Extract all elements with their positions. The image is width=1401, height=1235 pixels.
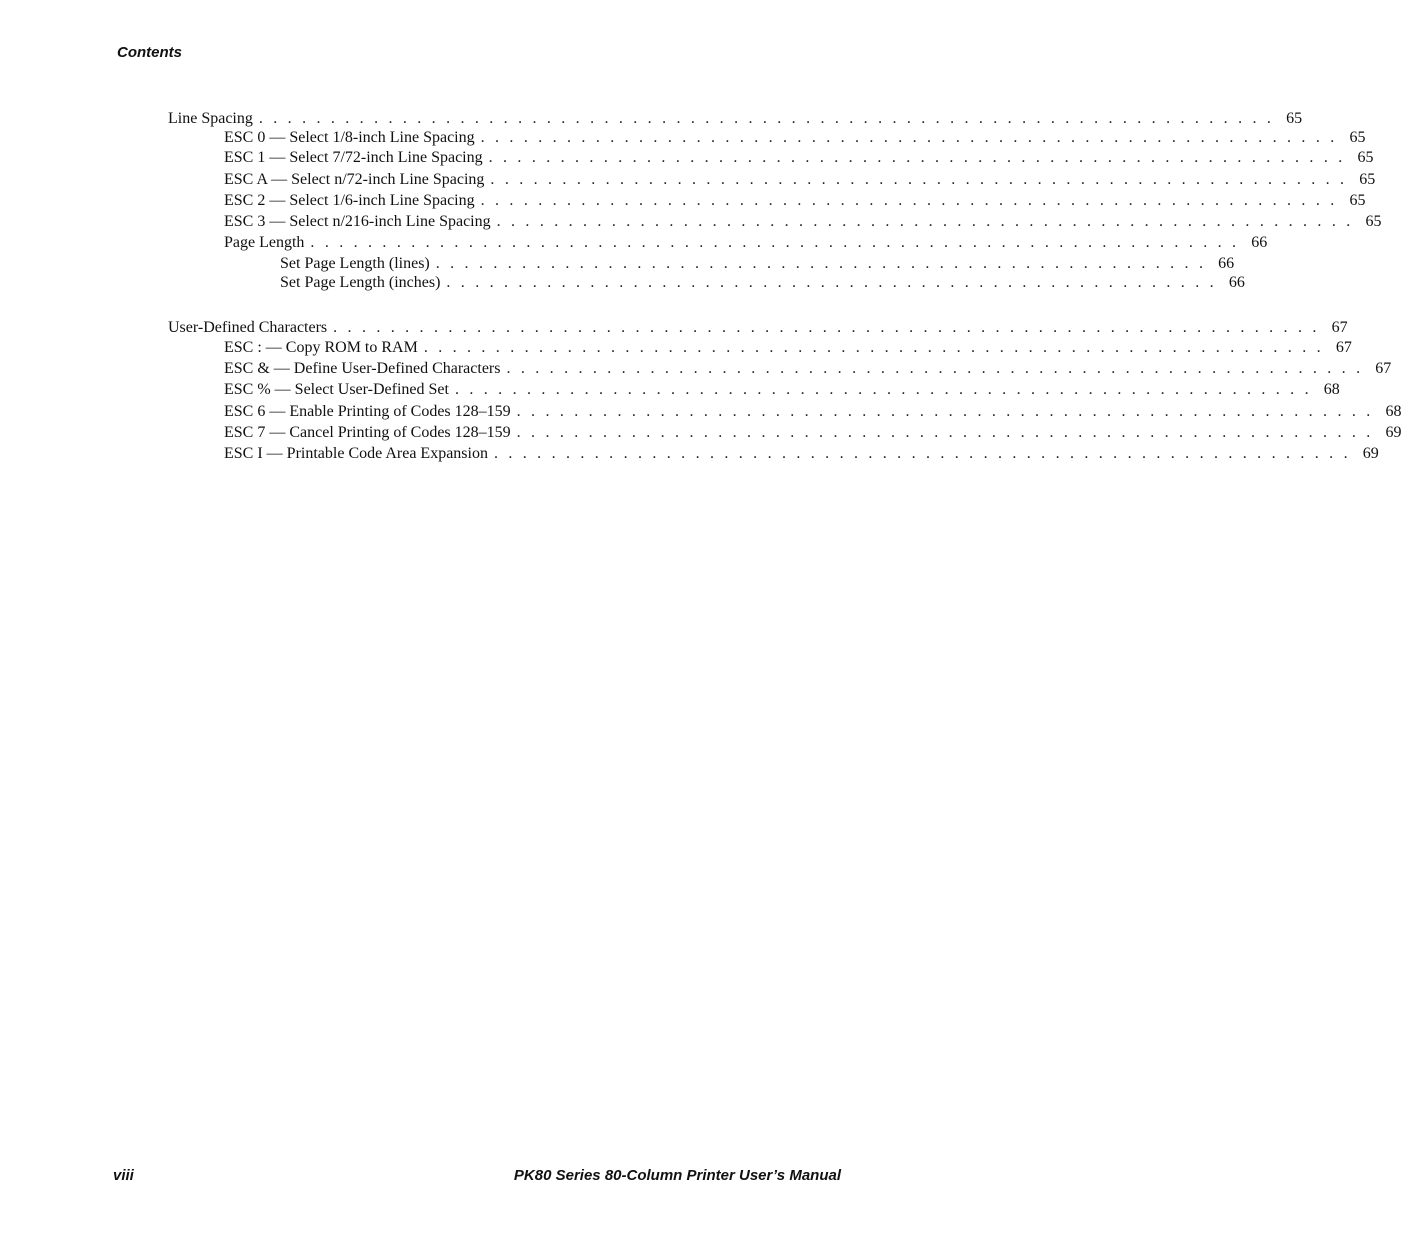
dot-leader: . . . . . . . . . . . . . . . . . . . . . . . . . . . . . . . . . . . . . . . . . . . . . . . . . . . . . . . . . . . . [490, 171, 1348, 188]
footer-page-number: viii [113, 1167, 134, 1184]
toc-entry-title: ESC 2 — Select 1/6-inch Line Spacing [224, 192, 475, 209]
toc-entry-esc-percent[interactable] [224, 381, 1340, 401]
toc-entry-esc-ampersand[interactable] [224, 360, 1392, 380]
toc-entry-title: ESC A — Select n/72-inch Line Spacing [224, 171, 485, 188]
toc-entry-title: ESC I — Printable Code Area Expansion [224, 445, 488, 462]
dot-leader: . . . . . . . . . . . . . . . . . . . . . . . . . . . . . . . . . . . . . . . . . . . . . . . . . . . . . . . . . . . . [454, 381, 1312, 398]
dot-leader: . . . . . . . . . . . . . . . . . . . . . . . . . . . . . . . . . . . . . . . . . . . . . . . . . . . . . . . . . . . . [496, 213, 1354, 230]
toc-entry-title: ESC 0 — Select 1/8-inch Line Spacing [224, 129, 475, 146]
toc-page-number: 67 [1335, 339, 1352, 356]
dot-leader: . . . . . . . . . . . . . . . . . . . . . . . . . . . . . . . . . . . . . . . . . . . . . . . . . . . . . . . . . . . . . . . . . . . . . . . [258, 110, 1275, 127]
dot-leader: . . . . . . . . . . . . . . . . . . . . . . . . . . . . . . . . . . . . . . . . . . . . . . . . . . . . . . . . . . . . [488, 149, 1346, 166]
dot-leader: . . . . . . . . . . . . . . . . . . . . . . . . . . . . . . . . . . . . . . . . . . . . . . . . . . . . . . . . . . . . [516, 403, 1374, 420]
toc-page-number: 66 [1218, 255, 1235, 272]
running-header: Contents [117, 44, 182, 61]
dot-leader: . . . . . . . . . . . . . . . . . . . . . . . . . . . . . . . . . . . . . . . . . . . . . . . . . . . . . . . . . . . . [480, 129, 1338, 146]
toc-entry-esc-1[interactable] [224, 149, 1374, 169]
toc-entry-esc-2[interactable] [224, 192, 1366, 212]
toc-page-number: 66 [1251, 234, 1268, 251]
toc-entry-line-spacing[interactable] [168, 110, 1303, 130]
toc-entry-esc-colon[interactable] [224, 339, 1352, 359]
dot-leader: . . . . . . . . . . . . . . . . . . . . . . . . . . . . . . . . . . . . . . . . . . . . . . . . . . . . . . . . . . . . . . . . . . . . . [333, 319, 1320, 336]
dot-leader: . . . . . . . . . . . . . . . . . . . . . . . . . . . . . . . . . . . . . . . . . . . . . . . . . . . . . . . . . . . . [516, 424, 1374, 441]
toc-entry-title: ESC 3 — Select n/216-inch Line Spacing [224, 213, 491, 230]
toc-entry-title: Set Page Length (lines) [280, 255, 430, 272]
dot-leader: . . . . . . . . . . . . . . . . . . . . . . . . . . . . . . . . . . . . . . . . . . . . . . . . . . . . . . . . . . . . [506, 360, 1364, 377]
toc-entry-title: ESC 6 — Enable Printing of Codes 128–159 [224, 403, 511, 420]
toc-entry-title: Page Length [224, 234, 305, 251]
toc-entry-set-page-length-lines[interactable] [280, 255, 1235, 275]
toc-page-number: 65 [1286, 110, 1303, 127]
dot-leader: . . . . . . . . . . . . . . . . . . . . . . . . . . . . . . . . . . . . . . . . . . . . . . . . . . . . . . . . . . . . . . . . . [310, 234, 1240, 251]
toc-entry-esc-a[interactable] [224, 171, 1376, 191]
dot-leader: . . . . . . . . . . . . . . . . . . . . . . . . . . . . . . . . . . . . . . . . . . . . . . . . . . . . . . . . . . . . [480, 192, 1338, 209]
toc-page-number: 69 [1362, 445, 1379, 462]
toc-entry-title: User-Defined Characters [168, 319, 328, 336]
toc-page-number: 65 [1357, 149, 1374, 166]
toc-page-number: 65 [1359, 171, 1376, 188]
toc-page-number: 69 [1385, 424, 1401, 441]
toc-page-number: 65 [1349, 192, 1366, 209]
toc-page-number: 65 [1349, 129, 1366, 146]
toc-entry-esc-0[interactable] [224, 129, 1366, 149]
toc-page-number: 67 [1375, 360, 1392, 377]
toc-entry-user-defined-characters[interactable] [168, 319, 1348, 339]
toc-entry-title: ESC 7 — Cancel Printing of Codes 128–159 [224, 424, 511, 441]
toc-entry-esc-i[interactable] [224, 445, 1379, 465]
toc-entry-title: Line Spacing [168, 110, 253, 127]
toc-entry-set-page-length-inches[interactable] [280, 274, 1245, 294]
toc-entry-title: ESC & — Define User-Defined Characters [224, 360, 501, 377]
toc-page-number: 65 [1365, 213, 1382, 230]
toc-entry-title: ESC : — Copy ROM to RAM [224, 339, 418, 356]
toc-page-number: 68 [1385, 403, 1401, 420]
toc-entry-title: Set Page Length (inches) [280, 274, 441, 291]
toc-page-number: 68 [1323, 381, 1340, 398]
toc-entry-esc-7[interactable] [224, 424, 1401, 444]
dot-leader: . . . . . . . . . . . . . . . . . . . . . . . . . . . . . . . . . . . . . . . . . . . . . . . . . . . . . . [435, 255, 1207, 272]
toc-entry-title: ESC 1 — Select 7/72-inch Line Spacing [224, 149, 483, 166]
dot-leader: . . . . . . . . . . . . . . . . . . . . . . . . . . . . . . . . . . . . . . . . . . . . . . . . . . . . . . . . . . . . . . . [423, 339, 1324, 356]
toc-page-number: 66 [1228, 274, 1245, 291]
toc-entry-esc-6[interactable] [224, 403, 1401, 423]
toc-entry-title: ESC % — Select User-Defined Set [224, 381, 449, 398]
toc-entry-esc-3[interactable] [224, 213, 1382, 233]
toc-page-number: 67 [1331, 319, 1348, 336]
footer-manual-title: PK80 Series 80-Column Printer User’s Manual [513, 1167, 841, 1184]
toc-entry-page-length[interactable] [224, 234, 1268, 254]
dot-leader: . . . . . . . . . . . . . . . . . . . . . . . . . . . . . . . . . . . . . . . . . . . . . . . . . . . . . . [446, 274, 1217, 291]
dot-leader: . . . . . . . . . . . . . . . . . . . . . . . . . . . . . . . . . . . . . . . . . . . . . . . . . . . . . . . . . . . . [493, 445, 1351, 462]
